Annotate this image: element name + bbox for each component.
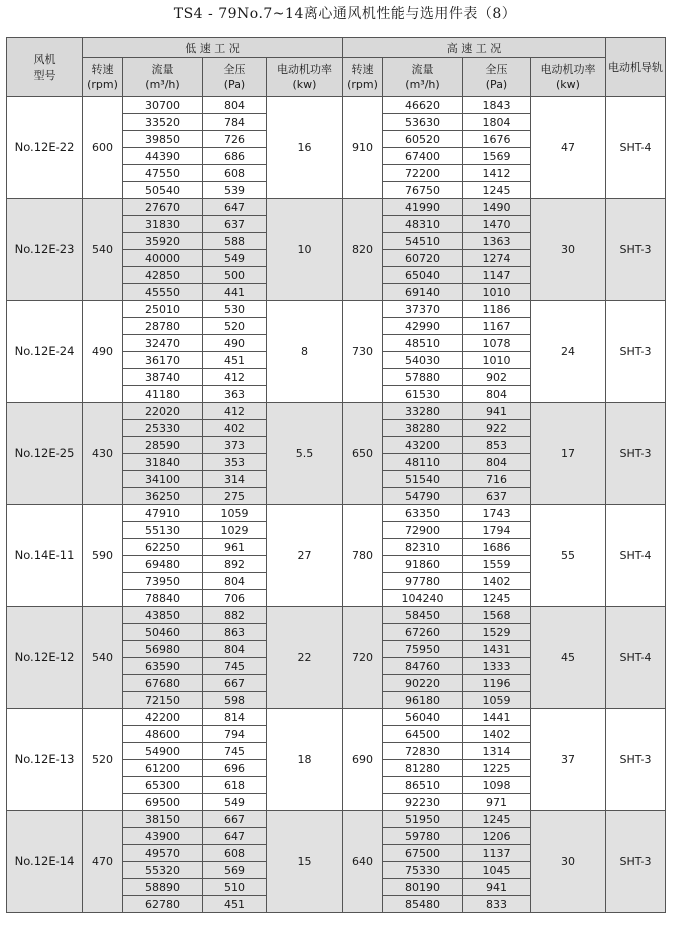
header-high-pressure-text: 全压 (Pa) — [485, 63, 508, 91]
high-pressure-cell: 1098 — [463, 777, 531, 794]
table-row — [7, 709, 666, 726]
low-flow-cell: 40000 — [123, 250, 203, 267]
low-flow-cell: 31840 — [123, 454, 203, 471]
high-flow-cell: 63350 — [383, 505, 463, 522]
high-pressure-cell: 1804 — [463, 114, 531, 131]
low-pressure-cell: 726 — [203, 131, 267, 148]
high-flow-cell: 42990 — [383, 318, 463, 335]
fan-performance-table — [6, 37, 666, 913]
low-flow-cell: 50540 — [123, 182, 203, 199]
low-speed-rpm-cell: 590 — [83, 505, 123, 607]
low-flow-cell: 58890 — [123, 879, 203, 896]
high-flow-cell: 90220 — [383, 675, 463, 692]
high-flow-cell: 51540 — [383, 471, 463, 488]
low-pressure-cell: 520 — [203, 318, 267, 335]
table-row — [7, 607, 666, 624]
motor-rail-cell: SHT-3 — [606, 811, 666, 913]
high-flow-cell: 60720 — [383, 250, 463, 267]
low-flow-cell: 28590 — [123, 437, 203, 454]
low-pressure-cell: 745 — [203, 743, 267, 760]
low-flow-cell: 69500 — [123, 794, 203, 811]
high-power-cell: 37 — [531, 709, 606, 811]
low-pressure-cell: 637 — [203, 216, 267, 233]
high-pressure-cell: 1010 — [463, 352, 531, 369]
high-flow-cell: 85480 — [383, 896, 463, 913]
low-pressure-cell: 314 — [203, 471, 267, 488]
high-speed-rpm-cell: 820 — [343, 199, 383, 301]
low-pressure-cell: 706 — [203, 590, 267, 607]
header-high-speed: 高 速 工 况 — [343, 38, 606, 58]
high-pressure-cell: 1363 — [463, 233, 531, 250]
low-power-cell: 5.5 — [267, 403, 343, 505]
fan-model-cell: No.12E-13 — [7, 709, 83, 811]
header-low-pressure-text: 全压 (Pa) — [223, 63, 246, 91]
low-pressure-cell: 373 — [203, 437, 267, 454]
high-flow-cell: 53630 — [383, 114, 463, 131]
header-high-flow — [383, 58, 463, 97]
low-flow-cell: 67680 — [123, 675, 203, 692]
header-model — [7, 38, 83, 97]
high-pressure-cell: 971 — [463, 794, 531, 811]
low-flow-cell: 28780 — [123, 318, 203, 335]
high-pressure-cell: 716 — [463, 471, 531, 488]
high-pressure-cell: 1686 — [463, 539, 531, 556]
high-flow-cell: 81280 — [383, 760, 463, 777]
table-row — [7, 199, 666, 216]
low-power-cell: 10 — [267, 199, 343, 301]
low-flow-cell: 42850 — [123, 267, 203, 284]
low-flow-cell: 65300 — [123, 777, 203, 794]
low-pressure-cell: 667 — [203, 675, 267, 692]
low-power-cell: 18 — [267, 709, 343, 811]
low-flow-cell: 73950 — [123, 573, 203, 590]
motor-rail-cell: SHT-3 — [606, 403, 666, 505]
page-title: TS4 - 79No.7~14离心通风机性能与选用件表（8） — [173, 6, 517, 22]
low-pressure-cell: 608 — [203, 845, 267, 862]
header-model-text: 风机 型号 — [33, 53, 56, 82]
high-flow-cell: 75950 — [383, 641, 463, 658]
low-pressure-cell: 961 — [203, 539, 267, 556]
high-flow-cell: 82310 — [383, 539, 463, 556]
high-power-cell: 24 — [531, 301, 606, 403]
high-power-cell: 55 — [531, 505, 606, 607]
low-pressure-cell: 647 — [203, 828, 267, 845]
high-pressure-cell: 1569 — [463, 148, 531, 165]
fan-model-cell: No.12E-12 — [7, 607, 83, 709]
header-high-speed-rpm — [343, 58, 383, 97]
header-low-speed: 低 速 工 况 — [83, 38, 343, 58]
high-pressure-cell: 902 — [463, 369, 531, 386]
high-flow-cell: 75330 — [383, 862, 463, 879]
high-flow-cell: 86510 — [383, 777, 463, 794]
low-flow-cell: 45550 — [123, 284, 203, 301]
low-pressure-cell: 1059 — [203, 505, 267, 522]
low-pressure-cell: 608 — [203, 165, 267, 182]
high-pressure-cell: 804 — [463, 386, 531, 403]
high-flow-cell: 41990 — [383, 199, 463, 216]
low-speed-rpm-cell: 600 — [83, 97, 123, 199]
low-flow-cell: 55130 — [123, 522, 203, 539]
high-power-cell: 30 — [531, 199, 606, 301]
low-flow-cell: 42200 — [123, 709, 203, 726]
low-flow-cell: 31830 — [123, 216, 203, 233]
motor-rail-cell: SHT-3 — [606, 199, 666, 301]
high-flow-cell: 91860 — [383, 556, 463, 573]
low-pressure-cell: 363 — [203, 386, 267, 403]
high-flow-cell: 48110 — [383, 454, 463, 471]
low-pressure-cell: 882 — [203, 607, 267, 624]
low-pressure-cell: 530 — [203, 301, 267, 318]
high-pressure-cell: 1078 — [463, 335, 531, 352]
header-high-speed-rpm-text: 转速 (rpm) — [347, 63, 378, 91]
high-pressure-cell: 1559 — [463, 556, 531, 573]
low-flow-cell: 32470 — [123, 335, 203, 352]
high-pressure-cell: 1245 — [463, 182, 531, 199]
high-flow-cell: 56040 — [383, 709, 463, 726]
low-flow-cell: 38740 — [123, 369, 203, 386]
header-low-flow — [123, 58, 203, 97]
low-pressure-cell: 784 — [203, 114, 267, 131]
high-pressure-cell: 1196 — [463, 675, 531, 692]
high-pressure-cell: 1186 — [463, 301, 531, 318]
low-flow-cell: 25010 — [123, 301, 203, 318]
low-pressure-cell: 490 — [203, 335, 267, 352]
low-power-cell: 8 — [267, 301, 343, 403]
low-pressure-cell: 598 — [203, 692, 267, 709]
low-pressure-cell: 539 — [203, 182, 267, 199]
high-pressure-cell: 1412 — [463, 165, 531, 182]
high-power-cell: 30 — [531, 811, 606, 913]
low-pressure-cell: 500 — [203, 267, 267, 284]
high-flow-cell: 61530 — [383, 386, 463, 403]
header-low-pressure — [203, 58, 267, 97]
high-flow-cell: 51950 — [383, 811, 463, 828]
low-flow-cell: 50460 — [123, 624, 203, 641]
high-pressure-cell: 1245 — [463, 590, 531, 607]
high-speed-rpm-cell: 650 — [343, 403, 383, 505]
low-flow-cell: 61200 — [123, 760, 203, 777]
high-pressure-cell: 1431 — [463, 641, 531, 658]
low-speed-rpm-cell: 470 — [83, 811, 123, 913]
motor-rail-cell: SHT-4 — [606, 607, 666, 709]
low-flow-cell: 47910 — [123, 505, 203, 522]
low-pressure-cell: 745 — [203, 658, 267, 675]
low-pressure-cell: 588 — [203, 233, 267, 250]
low-pressure-cell: 353 — [203, 454, 267, 471]
header-low-speed-rpm-text: 转速 (rpm) — [87, 63, 118, 91]
table-row — [7, 811, 666, 828]
high-pressure-cell: 1402 — [463, 726, 531, 743]
high-pressure-cell: 1843 — [463, 97, 531, 114]
header-low-flow-text: 流量 (m³/h) — [145, 63, 180, 91]
low-pressure-cell: 510 — [203, 879, 267, 896]
fan-model-cell: No.12E-22 — [7, 97, 83, 199]
high-flow-cell: 54510 — [383, 233, 463, 250]
high-pressure-cell: 1568 — [463, 607, 531, 624]
low-pressure-cell: 618 — [203, 777, 267, 794]
low-speed-rpm-cell: 490 — [83, 301, 123, 403]
motor-rail-cell: SHT-4 — [606, 505, 666, 607]
high-pressure-cell: 1402 — [463, 573, 531, 590]
high-flow-cell: 92230 — [383, 794, 463, 811]
high-speed-rpm-cell: 780 — [343, 505, 383, 607]
fan-model-cell: No.14E-11 — [7, 505, 83, 607]
high-pressure-cell: 1045 — [463, 862, 531, 879]
high-flow-cell: 84760 — [383, 658, 463, 675]
motor-rail-cell: SHT-4 — [606, 97, 666, 199]
high-flow-cell: 60520 — [383, 131, 463, 148]
motor-rail-cell: SHT-3 — [606, 709, 666, 811]
high-pressure-cell: 1137 — [463, 845, 531, 862]
low-flow-cell: 35920 — [123, 233, 203, 250]
low-pressure-cell: 696 — [203, 760, 267, 777]
low-pressure-cell: 549 — [203, 250, 267, 267]
high-flow-cell: 96180 — [383, 692, 463, 709]
high-pressure-cell: 1676 — [463, 131, 531, 148]
high-pressure-cell: 1470 — [463, 216, 531, 233]
low-flow-cell: 30700 — [123, 97, 203, 114]
low-pressure-cell: 647 — [203, 199, 267, 216]
low-flow-cell: 43900 — [123, 828, 203, 845]
low-flow-cell: 22020 — [123, 403, 203, 420]
high-pressure-cell: 1529 — [463, 624, 531, 641]
high-pressure-cell: 1245 — [463, 811, 531, 828]
low-speed-rpm-cell: 430 — [83, 403, 123, 505]
low-flow-cell: 72150 — [123, 692, 203, 709]
high-flow-cell: 76750 — [383, 182, 463, 199]
high-pressure-cell: 1206 — [463, 828, 531, 845]
high-flow-cell: 54790 — [383, 488, 463, 505]
low-flow-cell: 62780 — [123, 896, 203, 913]
low-pressure-cell: 686 — [203, 148, 267, 165]
high-flow-cell: 48510 — [383, 335, 463, 352]
low-flow-cell: 78840 — [123, 590, 203, 607]
fan-model-cell: No.12E-23 — [7, 199, 83, 301]
high-flow-cell: 97780 — [383, 573, 463, 590]
high-power-cell: 45 — [531, 607, 606, 709]
high-pressure-cell: 941 — [463, 879, 531, 896]
high-flow-cell: 72200 — [383, 165, 463, 182]
high-pressure-cell: 853 — [463, 437, 531, 454]
high-flow-cell: 58450 — [383, 607, 463, 624]
low-flow-cell: 41180 — [123, 386, 203, 403]
high-flow-cell: 69140 — [383, 284, 463, 301]
table-row — [7, 505, 666, 522]
low-pressure-cell: 892 — [203, 556, 267, 573]
header-low-power-text: 电动机功率 (kw) — [277, 63, 332, 91]
low-power-cell: 16 — [267, 97, 343, 199]
high-speed-rpm-cell: 640 — [343, 811, 383, 913]
low-speed-rpm-cell: 540 — [83, 199, 123, 301]
low-flow-cell: 33520 — [123, 114, 203, 131]
low-pressure-cell: 1029 — [203, 522, 267, 539]
header-motor-rail: 电动机导轨 — [606, 38, 666, 97]
high-flow-cell: 72900 — [383, 522, 463, 539]
high-flow-cell: 57880 — [383, 369, 463, 386]
high-pressure-cell: 637 — [463, 488, 531, 505]
low-pressure-cell: 275 — [203, 488, 267, 505]
high-pressure-cell: 1794 — [463, 522, 531, 539]
low-flow-cell: 36250 — [123, 488, 203, 505]
fan-model-cell: No.12E-14 — [7, 811, 83, 913]
high-flow-cell: 48310 — [383, 216, 463, 233]
high-power-cell: 17 — [531, 403, 606, 505]
low-pressure-cell: 451 — [203, 352, 267, 369]
low-pressure-cell: 804 — [203, 97, 267, 114]
high-pressure-cell: 1274 — [463, 250, 531, 267]
high-flow-cell: 67260 — [383, 624, 463, 641]
high-flow-cell: 46620 — [383, 97, 463, 114]
high-pressure-cell: 1225 — [463, 760, 531, 777]
low-flow-cell: 27670 — [123, 199, 203, 216]
header-low-power — [267, 58, 343, 97]
high-flow-cell: 104240 — [383, 590, 463, 607]
low-flow-cell: 63590 — [123, 658, 203, 675]
high-speed-rpm-cell: 720 — [343, 607, 383, 709]
low-pressure-cell: 412 — [203, 369, 267, 386]
high-pressure-cell: 1059 — [463, 692, 531, 709]
low-speed-rpm-cell: 540 — [83, 607, 123, 709]
low-pressure-cell: 569 — [203, 862, 267, 879]
high-pressure-cell: 1441 — [463, 709, 531, 726]
header-low-speed-rpm — [83, 58, 123, 97]
low-pressure-cell: 804 — [203, 641, 267, 658]
low-flow-cell: 43850 — [123, 607, 203, 624]
low-power-cell: 27 — [267, 505, 343, 607]
high-pressure-cell: 922 — [463, 420, 531, 437]
high-pressure-cell: 1147 — [463, 267, 531, 284]
low-flow-cell: 69480 — [123, 556, 203, 573]
high-flow-cell: 67400 — [383, 148, 463, 165]
low-pressure-cell: 402 — [203, 420, 267, 437]
high-pressure-cell: 833 — [463, 896, 531, 913]
high-pressure-cell: 1314 — [463, 743, 531, 760]
table-body — [7, 97, 666, 913]
high-flow-cell: 80190 — [383, 879, 463, 896]
low-pressure-cell: 412 — [203, 403, 267, 420]
low-flow-cell: 25330 — [123, 420, 203, 437]
high-speed-rpm-cell: 910 — [343, 97, 383, 199]
high-speed-rpm-cell: 730 — [343, 301, 383, 403]
low-flow-cell: 44390 — [123, 148, 203, 165]
low-pressure-cell: 451 — [203, 896, 267, 913]
high-flow-cell: 67500 — [383, 845, 463, 862]
low-flow-cell: 55320 — [123, 862, 203, 879]
low-pressure-cell: 814 — [203, 709, 267, 726]
high-pressure-cell: 1490 — [463, 199, 531, 216]
table-header — [7, 38, 666, 97]
low-flow-cell: 39850 — [123, 131, 203, 148]
low-pressure-cell: 441 — [203, 284, 267, 301]
low-pressure-cell: 804 — [203, 573, 267, 590]
low-flow-cell: 62250 — [123, 539, 203, 556]
low-power-cell: 22 — [267, 607, 343, 709]
table-row — [7, 97, 666, 114]
table-row — [7, 301, 666, 318]
header-high-flow-text: 流量 (m³/h) — [405, 63, 440, 91]
high-flow-cell: 64500 — [383, 726, 463, 743]
high-flow-cell: 54030 — [383, 352, 463, 369]
fan-model-cell: No.12E-24 — [7, 301, 83, 403]
low-flow-cell: 48600 — [123, 726, 203, 743]
high-flow-cell: 38280 — [383, 420, 463, 437]
high-flow-cell: 72830 — [383, 743, 463, 760]
high-pressure-cell: 1743 — [463, 505, 531, 522]
low-flow-cell: 36170 — [123, 352, 203, 369]
low-flow-cell: 56980 — [123, 641, 203, 658]
low-speed-rpm-cell: 520 — [83, 709, 123, 811]
header-high-pressure — [463, 58, 531, 97]
high-pressure-cell: 804 — [463, 454, 531, 471]
high-power-cell: 47 — [531, 97, 606, 199]
fan-model-cell: No.12E-25 — [7, 403, 83, 505]
low-flow-cell: 49570 — [123, 845, 203, 862]
motor-rail-cell: SHT-3 — [606, 301, 666, 403]
low-flow-cell: 47550 — [123, 165, 203, 182]
low-power-cell: 15 — [267, 811, 343, 913]
table-row — [7, 403, 666, 420]
high-pressure-cell: 941 — [463, 403, 531, 420]
high-speed-rpm-cell: 690 — [343, 709, 383, 811]
high-flow-cell: 65040 — [383, 267, 463, 284]
high-pressure-cell: 1010 — [463, 284, 531, 301]
low-pressure-cell: 794 — [203, 726, 267, 743]
high-flow-cell: 33280 — [383, 403, 463, 420]
low-pressure-cell: 549 — [203, 794, 267, 811]
header-high-power — [531, 58, 606, 97]
high-flow-cell: 59780 — [383, 828, 463, 845]
high-flow-cell: 43200 — [383, 437, 463, 454]
high-pressure-cell: 1167 — [463, 318, 531, 335]
low-pressure-cell: 667 — [203, 811, 267, 828]
low-flow-cell: 54900 — [123, 743, 203, 760]
high-pressure-cell: 1333 — [463, 658, 531, 675]
low-flow-cell: 34100 — [123, 471, 203, 488]
header-high-power-text: 电动机功率 (kw) — [540, 63, 596, 91]
high-flow-cell: 37370 — [383, 301, 463, 318]
low-flow-cell: 38150 — [123, 811, 203, 828]
low-pressure-cell: 863 — [203, 624, 267, 641]
